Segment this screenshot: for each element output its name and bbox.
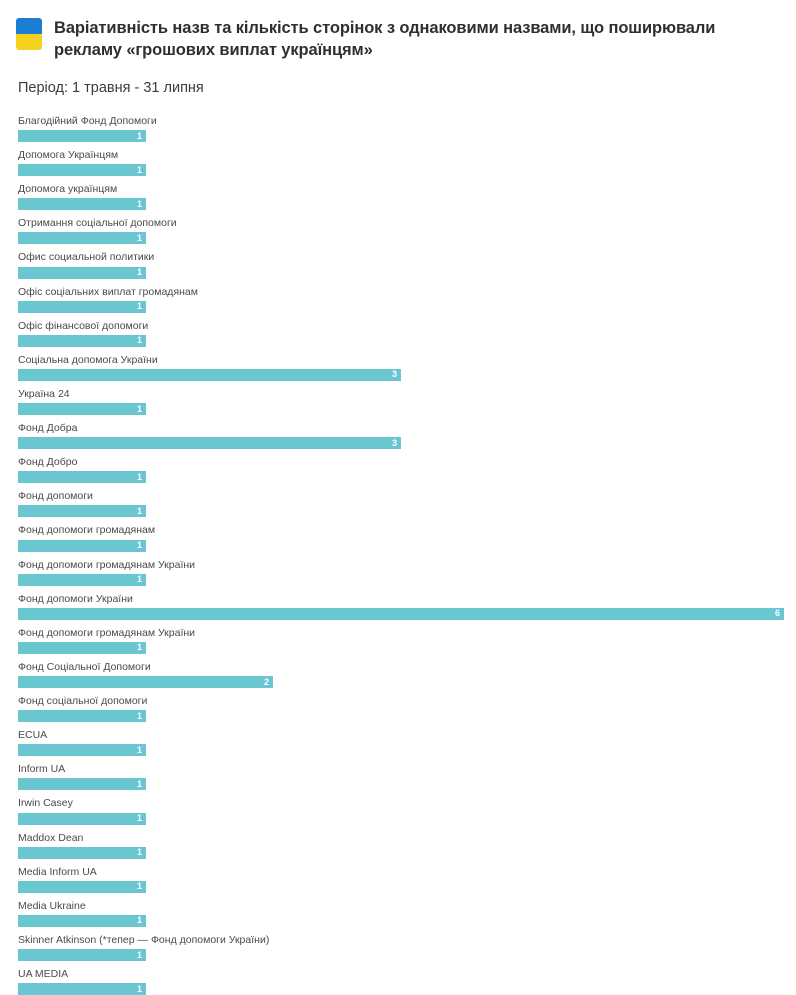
bar-value-label: 1	[136, 130, 142, 141]
bar-label: Отримання соціальної допомоги	[18, 217, 177, 230]
bar-label: Inform UA	[18, 763, 66, 776]
bar-label: Соціальна допомога України	[18, 353, 158, 366]
bar-label: Фонд Соціальної Допомоги	[18, 660, 151, 673]
bar-value-label: 1	[136, 335, 142, 346]
bar-value-label: 2	[263, 676, 269, 687]
bar-row	[18, 149, 780, 176]
bar	[18, 847, 146, 859]
bar-value-label: 1	[136, 471, 142, 482]
bar-row	[18, 320, 780, 347]
bar	[18, 915, 146, 927]
bar-track	[18, 369, 780, 381]
bar-label: Фонд допомоги України	[18, 592, 133, 605]
bar-label: Офис социальной политики	[18, 251, 155, 264]
bar-row	[18, 115, 780, 142]
bar-value-label: 1	[136, 574, 142, 585]
bar	[18, 574, 146, 586]
bar-row	[18, 900, 780, 927]
bar-row	[18, 763, 780, 790]
bar-track	[18, 813, 780, 825]
bar-value-label: 3	[391, 369, 397, 380]
bar-track	[18, 778, 780, 790]
bar	[18, 232, 146, 244]
bar	[18, 369, 401, 381]
bar-row	[18, 251, 780, 278]
bar-row	[18, 797, 780, 824]
bar-track	[18, 130, 780, 142]
bar	[18, 881, 146, 893]
bar-value-label: 1	[136, 710, 142, 721]
bar-track	[18, 881, 780, 893]
bar-row	[18, 593, 780, 620]
bar-value-label: 1	[136, 778, 142, 789]
bar-value-label: 1	[136, 232, 142, 243]
bar-row	[18, 627, 780, 654]
bar	[18, 403, 146, 415]
bar-value-label: 1	[136, 915, 142, 926]
bar	[18, 949, 146, 961]
bar-value-label: 1	[136, 164, 142, 175]
bar-track	[18, 505, 780, 517]
bar-track	[18, 471, 780, 483]
bar-row	[18, 354, 780, 381]
period-subtitle: Період: 1 травня - 31 липня	[18, 79, 204, 96]
bar-track	[18, 847, 780, 859]
bar-value-label: 1	[136, 744, 142, 755]
bar-value-label: 1	[136, 403, 142, 414]
bar-row	[18, 183, 780, 210]
bar-track	[18, 744, 780, 756]
bar-track	[18, 915, 780, 927]
bar-value-label: 1	[136, 949, 142, 960]
bar-row	[18, 456, 780, 483]
bar-row	[18, 422, 780, 449]
bar-label: ECUA	[18, 729, 48, 742]
bar-label: Офіс фінансової допомоги	[18, 319, 149, 332]
bar-chart	[16, 115, 780, 995]
bar-track	[18, 301, 780, 313]
bar-label: Фонд Добро	[18, 456, 78, 469]
bar-label: Фонд соціальної допомоги	[18, 695, 148, 708]
bar	[18, 710, 146, 722]
bar-row	[18, 934, 780, 961]
bar	[18, 642, 146, 654]
bar-label: Media Ukraine	[18, 899, 86, 912]
bar	[18, 608, 784, 620]
bar-row	[18, 490, 780, 517]
bar	[18, 813, 146, 825]
bar-label: Media Inform UA	[18, 865, 97, 878]
bar-value-label: 1	[136, 301, 142, 312]
bar-track	[18, 437, 780, 449]
bar-value-label: 1	[136, 881, 142, 892]
bar-label: UA MEDIA	[18, 968, 69, 981]
bar-value-label: 1	[136, 505, 142, 516]
bar-track	[18, 949, 780, 961]
bar-value-label: 6	[774, 608, 780, 619]
bar-row	[18, 729, 780, 756]
ukraine-flag-icon	[16, 18, 42, 50]
bar	[18, 130, 146, 142]
bar-value-label: 1	[136, 642, 142, 653]
bar-row	[18, 832, 780, 859]
bar	[18, 437, 401, 449]
bar	[18, 267, 146, 279]
bar	[18, 540, 146, 552]
bar-track	[18, 232, 780, 244]
bar-value-label: 1	[136, 813, 142, 824]
bar-track	[18, 710, 780, 722]
bar-row	[18, 695, 780, 722]
bar-value-label: 1	[136, 198, 142, 209]
bar-track	[18, 983, 780, 995]
bar-label: Skinner Atkinson (*тепер — Фонд допомоги України)	[18, 933, 270, 946]
bar	[18, 983, 146, 995]
bar-label: Благодійний Фонд Допомоги	[18, 114, 157, 127]
bar-row	[18, 524, 780, 551]
bar-row	[18, 866, 780, 893]
bar	[18, 744, 146, 756]
bar-row	[18, 217, 780, 244]
page-title: Варіативність назв та кількість сторінок з однаковими назвами, що поширювали рекламу «грошових виплат українцям»	[54, 19, 716, 60]
bar-value-label: 1	[136, 267, 142, 278]
bar-track	[18, 267, 780, 279]
bar-row	[18, 286, 780, 313]
bar-track	[18, 198, 780, 210]
bar-label: Україна 24	[18, 387, 70, 400]
bar-value-label: 1	[136, 983, 142, 994]
bar-label: Фонд допомоги громадянам України	[18, 558, 196, 571]
bar	[18, 505, 146, 517]
bar-label: Допомога Українцям	[18, 149, 119, 162]
bar-label: Офіс соціальних виплат громадянам	[18, 285, 198, 298]
bar-row	[18, 661, 780, 688]
bar-label: Допомога українцям	[18, 183, 118, 196]
bar-track	[18, 676, 780, 688]
bar-track	[18, 574, 780, 586]
bar	[18, 198, 146, 210]
bar-track	[18, 540, 780, 552]
bar-label: Maddox Dean	[18, 831, 84, 844]
bar-label: Фонд допомоги громадянам	[18, 524, 156, 537]
bar-track	[18, 608, 780, 620]
bar-track	[18, 164, 780, 176]
bar-value-label: 1	[136, 847, 142, 858]
bar	[18, 471, 146, 483]
bar-row	[18, 968, 780, 995]
bar-track	[18, 642, 780, 654]
bar	[18, 778, 146, 790]
bar	[18, 164, 146, 176]
bar-label: Фонд допомоги громадянам України	[18, 626, 196, 639]
bar-label: Irwin Casey	[18, 797, 73, 810]
bar-label: Фонд Добра	[18, 422, 78, 435]
page-header	[16, 16, 780, 62]
bar-value-label: 1	[136, 540, 142, 551]
bar-track	[18, 403, 780, 415]
bar-value-label: 3	[391, 437, 397, 448]
bar-track	[18, 335, 780, 347]
bar	[18, 301, 146, 313]
bar-label: Фонд допомоги	[18, 490, 93, 503]
bar-row	[18, 559, 780, 586]
bar	[18, 335, 146, 347]
bar-row	[18, 388, 780, 415]
bar	[18, 676, 273, 688]
